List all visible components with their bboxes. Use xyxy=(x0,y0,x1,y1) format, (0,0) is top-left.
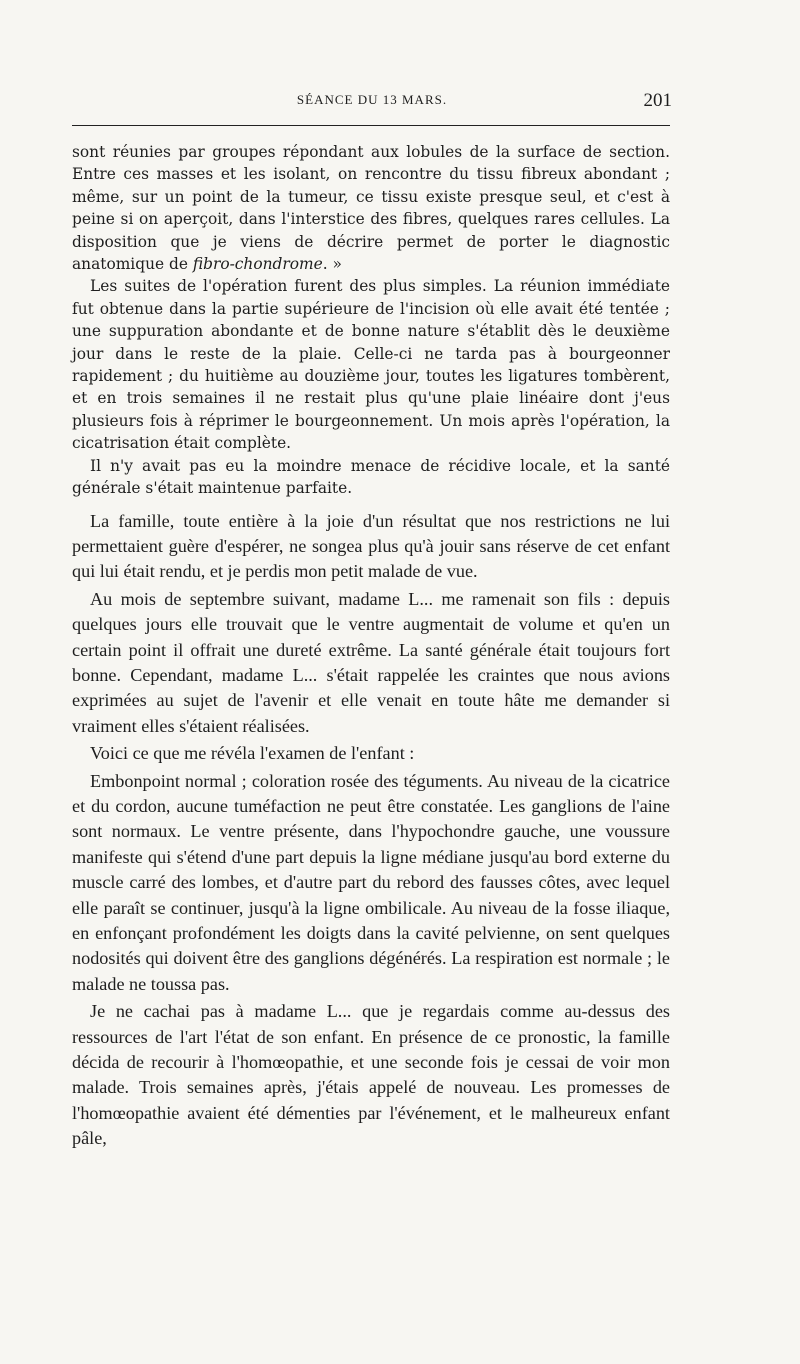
paragraph: Embonpoint normal ; coloration rosée des téguments. Au niveau de la cicatrice et du cordon, aucune tuméfaction ne peut être constatée. Les ganglions de l'aine sont normaux. Le ventre présente, dans l'hypochondre gauche, une voussure manifeste qui s'étend d'une part depuis la ligne médiane jusqu'au bord externe du muscle carré des lombes, et d'autre part du rebord des fausses côtes, avec lequel elle paraît se continuer, jusqu'à la ligne ombilicale. Au niveau de la fosse iliaque, en enfonçant profondément les doigts dans la cavité pelvienne, on sent quelques nodosités qui doivent être des ganglions dégénérés. La respiration est normale ; le malade ne toussa pas. xyxy=(72,770,670,994)
page-header xyxy=(72,92,672,118)
page-number: 201 xyxy=(643,90,672,111)
paragraph: sont réunies par groupes répondant aux lobules de la surface de section. Entre ces masses et les isolant, on rencontre du tissu fibreux abondant ; même, sur un point de la tumeur, ce tissu existe presque seul, et c'est à peine si on aperçoit, dans l'interstice des fibres, quelques rares cellules. La disposition que je viens de décrire permet de porter le diagnostic anatomique de fibro-chondrome. » xyxy=(72,143,670,274)
paragraph: La famille, toute entière à la joie d'un résultat que nos restrictions ne lui permettaient guère d'espérer, ne songea plus qu'à jouir sans réserve de cet enfant qui lui était rendu, et je perdis mon petit malade de vue. xyxy=(72,510,670,582)
header-rule xyxy=(72,125,670,126)
paragraph: Au mois de septembre suivant, madame L... me ramenait son fils : depuis quelques jours elle trouvait que le ventre augmentait de volume et qu'en un certain point il offrait une dureté extrême. La santé générale était toujours fort bonne. Cependant, madame L... s'était rappelée les craintes que nous avions exprimées au sujet de l'avenir et elle venait en toute hâte me demander si vraiment elles s'étaient réalisées. xyxy=(72,588,670,736)
paragraph: Voici ce que me révéla l'examen de l'enfant : xyxy=(90,743,415,764)
page-body xyxy=(72,141,670,1152)
paragraph: Les suites de l'opération furent des plus simples. La réunion immédiate fut obtenue dans la partie supérieure de l'incision où elle avait été tentée ; une suppuration abondante et de bonne nature s'établit dès le deuxième jour dans le reste de la plaie. Celle-ci ne tarda pas à bourgeonner rapidement ; du huitième au douzième jour, toutes les ligatures tombèrent, et en trois semaines il ne restait plus qu'une plaie linéaire dont j'eus plusieurs fois à réprimer le bourgeonnement. Un mois après l'opération, la cicatrisation était complète. xyxy=(72,277,670,453)
running-title: SÉANCE DU 13 MARS. xyxy=(296,92,448,107)
paragraph: Je ne cachai pas à madame L... que je regardais comme au-dessus des ressources de l'art l'état de son enfant. En présence de ce pronostic, la famille décida de recourir à l'homœopathie, et une seconde fois je cessai de voir mon malade. Trois semaines après, j'étais appelé de nouveau. Les promesses de l'homœopathie avaient été démenties par l'événement, et le malheureux enfant pâle, xyxy=(72,1001,670,1149)
italic-term: fibro-chondrome xyxy=(192,255,323,274)
quoted-report xyxy=(72,141,670,500)
paragraph: Il n'y avait pas eu la moindre menace de récidive locale, et la santé générale s'était maintenue parfaite. xyxy=(72,456,670,498)
main-text xyxy=(72,509,670,1152)
